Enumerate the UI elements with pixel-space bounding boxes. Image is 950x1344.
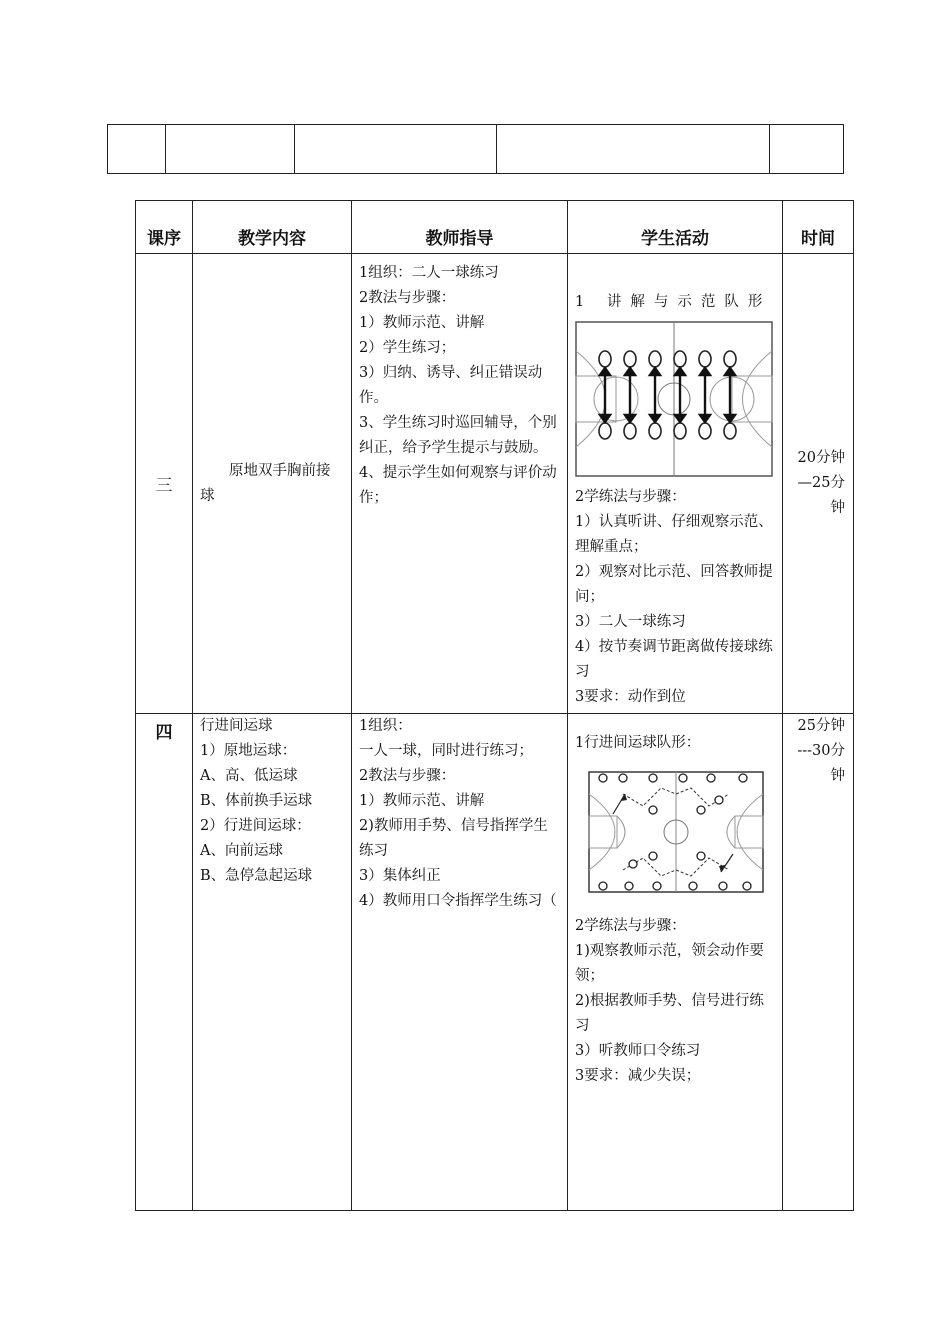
fragment-cell — [166, 125, 295, 174]
list-item: 1）教师示范、讲解 — [359, 315, 485, 331]
list-item: 2)根据教师手势、信号进行练习 — [575, 993, 764, 1034]
list-item: 3）归纳、诱导、纠正错误动作。 — [359, 365, 543, 406]
list-item: 3、学生练习时巡回辅导，个别纠正，给予学生提示与鼓励。 — [359, 415, 557, 456]
list-item: 2)教师用手势、信号指挥学生练习 — [359, 818, 548, 859]
table-header-row — [136, 201, 854, 254]
content-text: 原地双手胸前接球 — [200, 462, 331, 504]
header-content: 教学内容 — [193, 201, 352, 254]
content-cell — [193, 254, 352, 714]
list-item: 2）行进间运球： — [200, 818, 311, 834]
passing-formation-diagram — [575, 321, 773, 477]
time-cell — [783, 714, 854, 1211]
time-text: 20分钟—25分钟 — [797, 450, 845, 516]
header-time: 时间 — [783, 201, 854, 254]
list-item: 1组织： — [359, 718, 412, 734]
time-text: 25分钟 ---30分钟 — [797, 718, 845, 784]
fragment-cell — [108, 125, 166, 174]
list-item: 2教法与步骤： — [359, 768, 456, 784]
sequence-cell — [136, 714, 193, 1211]
list-item: 1)观察教师示范，领会动作要领； — [575, 943, 764, 984]
sequence-cell — [136, 254, 193, 714]
header-sequence: 课序 — [136, 201, 193, 254]
list-item: 3）集体纠正 — [359, 868, 441, 884]
lesson-plan-table — [135, 200, 854, 1211]
formation-title: 1 讲解与示范队形 — [575, 294, 772, 310]
list-item: 一人一球，同时进行练习； — [359, 743, 533, 759]
list-item: B、体前换手运球 — [200, 793, 313, 809]
list-item: 4、提示学生如何观察与评价动作； — [359, 465, 557, 506]
content-cell — [193, 714, 352, 1211]
student-cell — [568, 714, 783, 1211]
list-item: B、急停急起运球 — [200, 868, 313, 884]
list-item: 3）听教师口令练习 — [575, 1043, 701, 1059]
formation-title: 1行进间运球队形： — [575, 735, 701, 751]
list-item: A、向前运球 — [200, 843, 283, 859]
list-item: 3要求：动作到位 — [575, 689, 686, 705]
list-item: A、高、低运球 — [200, 768, 298, 784]
list-item: 4）教师用口令指挥学生练习（ — [359, 893, 557, 909]
list-item: 3）二人一球练习 — [575, 614, 686, 630]
list-item: 3要求：减少失误； — [575, 1068, 701, 1084]
fragment-cell — [770, 125, 844, 174]
list-item: 2）观察对比示范、回答教师提问； — [575, 564, 773, 605]
sequence-label: 三 — [155, 476, 173, 496]
list-item: 2学练法与步骤： — [575, 918, 686, 934]
list-item: 2）学生练习； — [359, 340, 456, 356]
student-cell — [568, 254, 783, 714]
table-row — [136, 714, 854, 1211]
fragment-cell — [295, 125, 497, 174]
list-item: 行进间运球 — [200, 718, 273, 734]
table-row — [136, 254, 854, 714]
list-item: 4）按节奏调节距离做传接球练习 — [575, 639, 773, 680]
dribbling-formation-diagram — [583, 764, 769, 904]
header-teacher: 教师指导 — [352, 201, 568, 254]
list-item: 1）原地运球： — [200, 743, 297, 759]
fragment-cell — [497, 125, 770, 174]
teacher-cell — [352, 714, 568, 1211]
sequence-label: 四 — [155, 723, 173, 743]
header-fragment-table — [107, 124, 844, 174]
list-item: 1组织：二人一球练习 — [359, 265, 499, 281]
list-item: 1）教师示范、讲解 — [359, 793, 485, 809]
time-cell — [783, 254, 854, 714]
header-student: 学生活动 — [568, 201, 783, 254]
teacher-cell — [352, 254, 568, 714]
list-item: 2学练法与步骤： — [575, 489, 686, 505]
list-item: 1）认真听讲、仔细观察示范、理解重点； — [575, 514, 773, 555]
list-item: 2教法与步骤： — [359, 290, 456, 306]
